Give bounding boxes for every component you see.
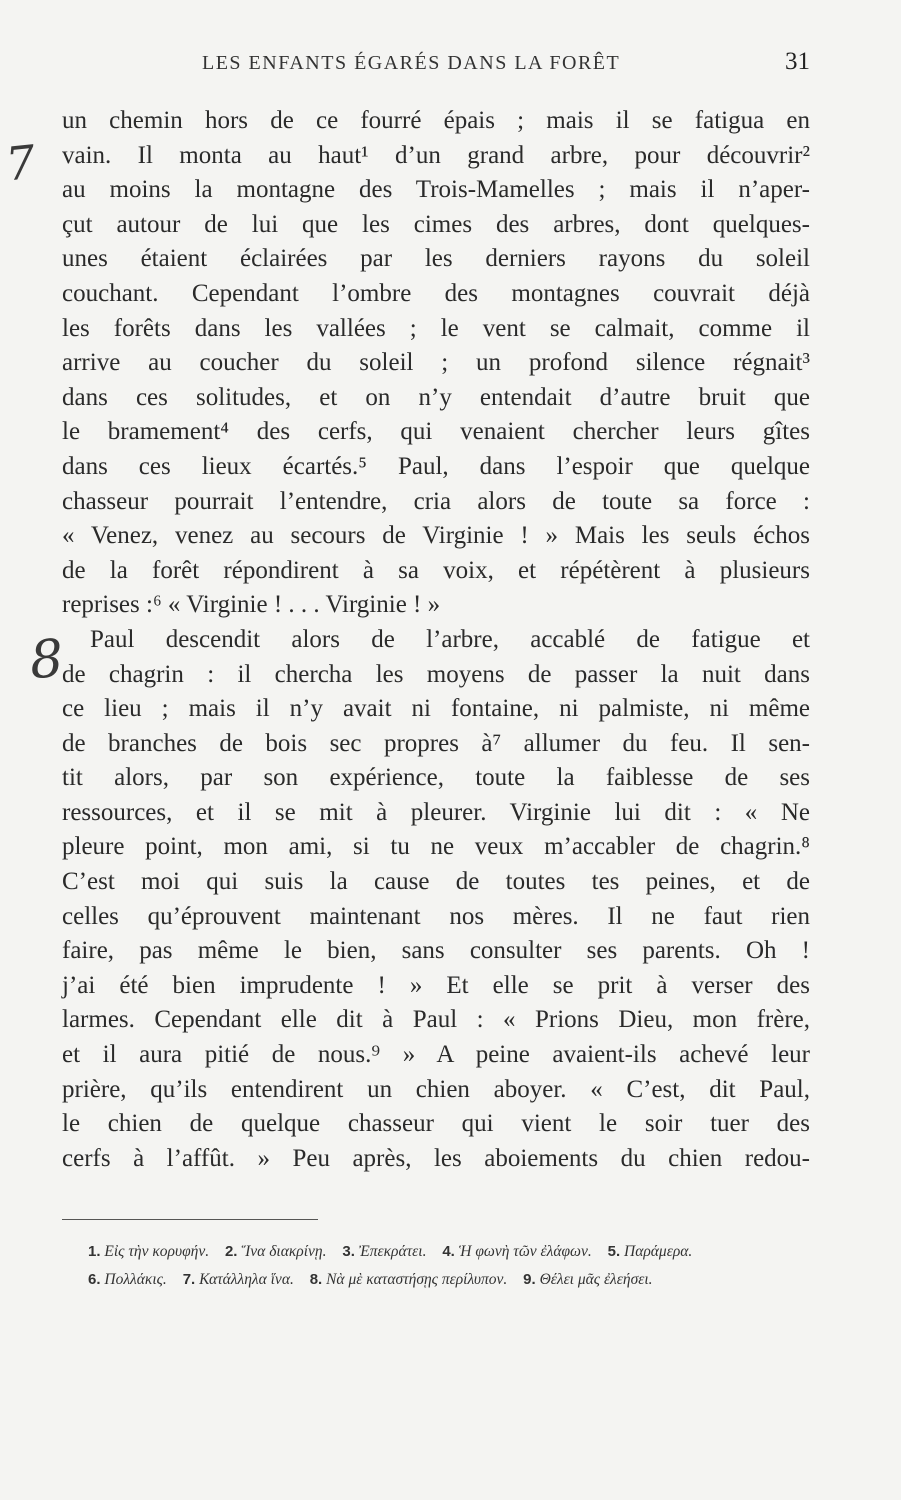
footnote-number: 6. (88, 1271, 101, 1288)
text-line: dans ces solitudes, et on n’y entendait d’autre bruit que (62, 383, 810, 411)
footnote-line (88, 1238, 814, 1266)
text-line: vain. Il monta au haut¹ d’un grand arbre, pour découvrir² (62, 141, 810, 169)
footnote-number: 7. (182, 1271, 196, 1288)
text-line: de la forêt répondirent à sa voix, et répétèrent à plusieurs (62, 556, 810, 584)
text-line: de chagrin : il chercha les moyens de passer la nuit dans (62, 660, 810, 688)
text-line: tit alors, par son expérience, toute la faiblesse de ses (62, 764, 810, 792)
text-line: arrive au coucher du soleil ; un profond silence régnait³ (62, 349, 810, 377)
text-line: ressources, et il se mit à pleurer. Virginie lui dit : « Ne (62, 798, 810, 826)
text-line: celles qu’éprouvent maintenant nos mères. Il ne faut rien (62, 902, 810, 930)
text-line: larmes. Cependant elle dit à Paul : « Prions Dieu, mon frère, (62, 1006, 810, 1034)
text-line: C’est moi qui suis la cause de toutes tes peines, et de (62, 868, 810, 896)
footnote-number: 8. (309, 1271, 323, 1288)
footnote-text: Ἡ φωνὴ τῶν ἐλάφων. (458, 1243, 592, 1260)
footnote-text: Ἵνα διακρίνῃ. (241, 1243, 327, 1260)
running-title: LES ENFANTS ÉGARÉS DANS LA FORÊT (202, 52, 621, 74)
text-line: au moins la montagne des Trois-Mamelles ; mais il n’aper- (62, 176, 810, 204)
footnote-number: 1. (88, 1243, 101, 1260)
text-line: couchant. Cependant l’ombre des montagnes couvrait déjà (62, 279, 810, 307)
page-number: 31 (785, 48, 810, 75)
footnote-text: Θέλει μᾶς ἐλεήσει. (539, 1271, 653, 1288)
footnote-text: Ἐπεκράτει. (358, 1243, 427, 1260)
footnote-text: Πολλάκις. (104, 1271, 167, 1288)
margin-note-7: 7 (3, 134, 39, 192)
text-line: Paul descendit alors de l’arbre, accablé de fatigue et (90, 625, 810, 653)
text-line: les forêts dans les vallées ; le vent se calmait, comme il (62, 314, 810, 342)
text-line: dans ces lieux écartés.⁵ Paul, dans l’espoir que quelque (62, 452, 810, 480)
footnote-number: 9. (523, 1271, 536, 1288)
text-line: unes étaient éclairées par les derniers rayons du soleil (62, 245, 810, 273)
text-line: un chemin hors de ce fourré épais ; mais il se fatigua en (62, 107, 810, 134)
body-text (62, 104, 810, 1176)
footnote-number: 3. (342, 1243, 355, 1260)
text-line: le chien de quelque chasseur qui vient le soir tuer des (62, 1110, 810, 1138)
text-line: chasseur pourrait l’entendre, cria alors de toute sa force : (62, 487, 810, 515)
footnote-text: Εἰς τὴν κορυφήν. (104, 1243, 210, 1260)
text-line: et il aura pitié de nous.⁹ » A peine avaient-ils achevé leur (62, 1041, 810, 1069)
page-header (62, 48, 810, 78)
footnote-text: Νὰ μὲ καταστήσῃς περίλυπον. (326, 1271, 508, 1288)
footnote-text: Παράμερα. (624, 1243, 693, 1260)
text-line: cerfs à l’affût. » Peu après, les aboiements du chien redou- (62, 1144, 810, 1172)
footnote-line (88, 1266, 814, 1294)
text-line: le bramement⁴ des cerfs, qui venaient chercher leurs gîtes (62, 418, 810, 446)
text-line: faire, pas même le bien, sans consulter ses parents. Oh ! (62, 937, 810, 965)
text-line: çut autour de lui que les cimes des arbres, dont quelques- (62, 210, 810, 238)
footnote-number: 4. (442, 1243, 455, 1260)
text-line: ce lieu ; mais il n’y avait ni fontaine, ni palmiste, ni même (62, 695, 810, 723)
footnote-number: 5. (607, 1243, 621, 1260)
text-line: j’ai été bien imprudente ! » Et elle se prit à verser des (62, 971, 810, 999)
text-line: prière, qu’ils entendirent un chien aboyer. « C’est, dit Paul, (62, 1075, 810, 1103)
footnote-divider (62, 1219, 318, 1220)
footnote-text: Κατάλληλα ἵνα. (199, 1271, 294, 1288)
footnotes (88, 1238, 814, 1294)
margin-note-8: 8 (27, 628, 66, 692)
text-line: « Venez, venez au secours de Virginie ! » Mais les seuls échos (62, 522, 810, 550)
text-line: reprises :⁶ « Virginie ! . . . Virginie ! » (62, 591, 441, 619)
text-line: pleure point, mon ami, si tu ne veux m’accabler de chagrin.⁸ (62, 833, 810, 861)
text-line: de branches de bois sec propres à⁷ allumer du feu. Il sen- (62, 729, 810, 757)
footnote-number: 2. (224, 1243, 238, 1260)
